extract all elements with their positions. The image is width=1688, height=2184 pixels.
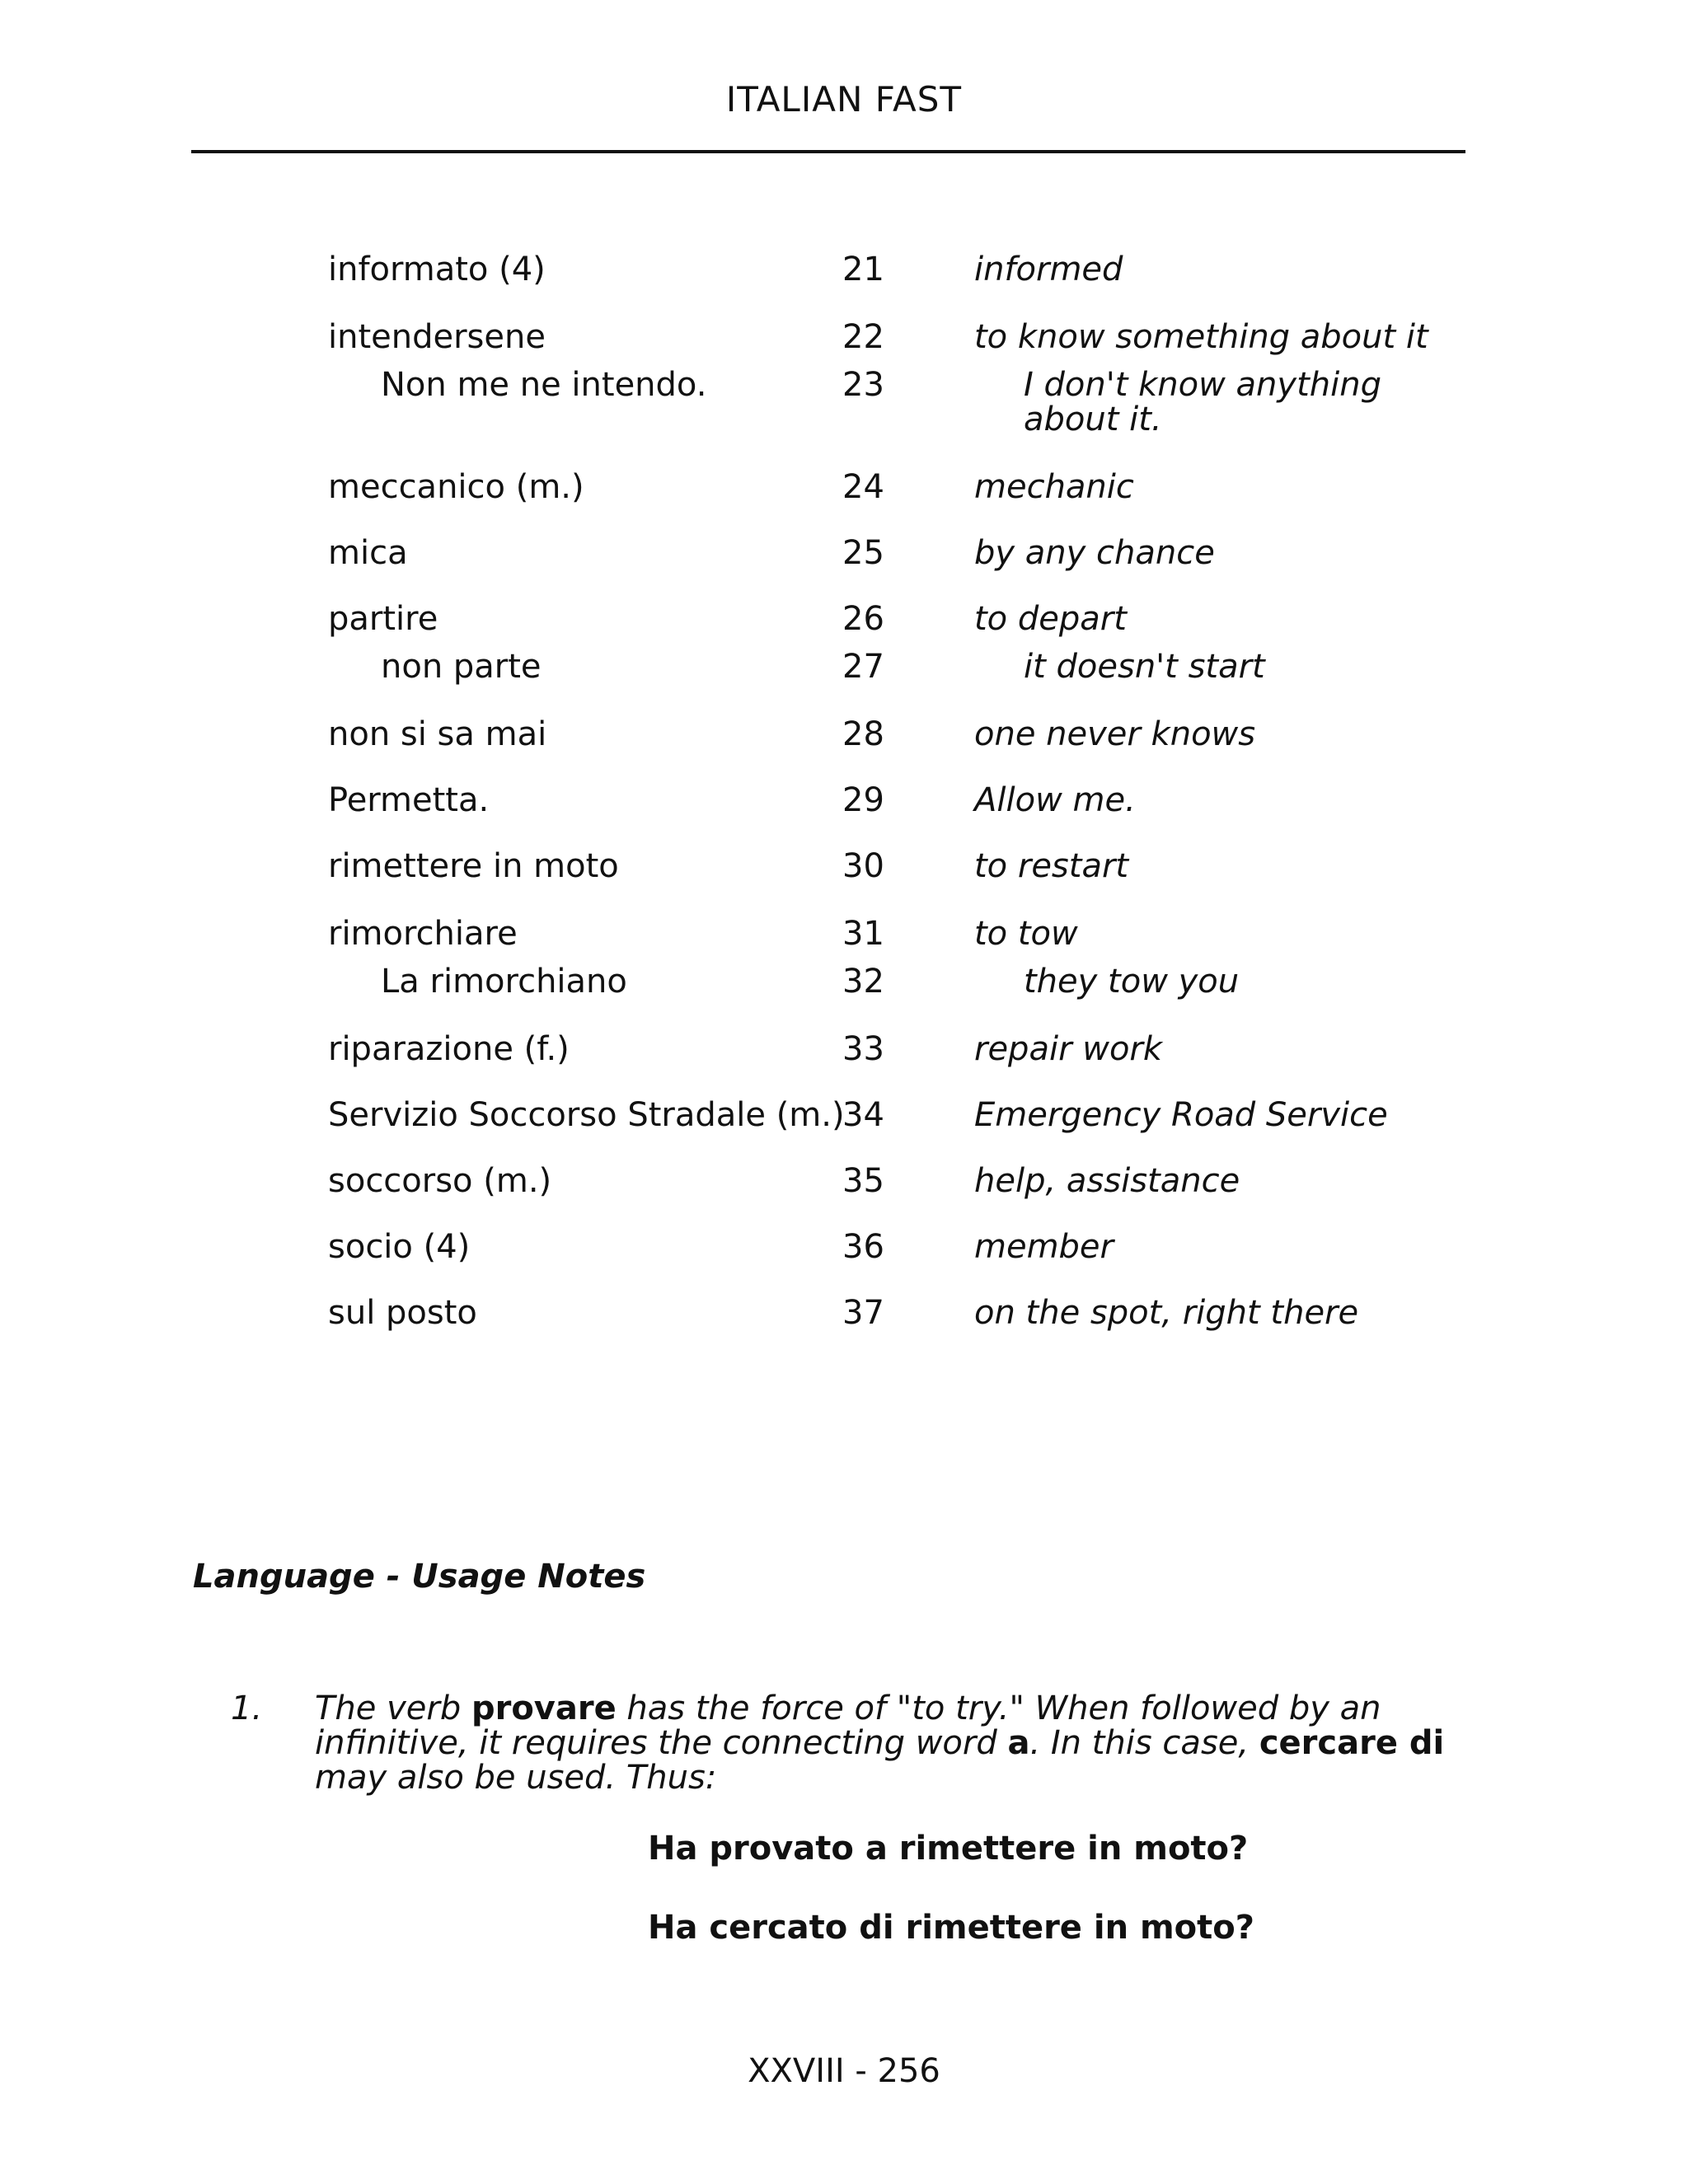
vocab-entry <box>0 598 1688 640</box>
english-translation: they tow you <box>1024 963 1240 1001</box>
line-number: 28 <box>842 715 884 753</box>
note-keyword: provare <box>471 1690 617 1727</box>
line-number: 27 <box>842 648 884 686</box>
italian-term: Permetta. <box>328 781 490 819</box>
italian-term: Non me ne intendo. <box>381 366 707 404</box>
vocab-entry <box>0 1094 1688 1136</box>
italian-term: socio (4) <box>328 1228 471 1266</box>
line-number: 33 <box>842 1030 884 1068</box>
italian-term: partire <box>328 600 438 638</box>
english-translation: mechanic <box>974 468 1134 506</box>
example-sentence: Ha cercato di rimettere in moto? <box>648 1909 1254 1947</box>
vocab-entry <box>0 780 1688 821</box>
english-translation: it doesn't start <box>1024 648 1265 686</box>
vocab-entry <box>0 532 1688 574</box>
note-text: has the force of "to try." When followed by an infinitive, it requires the connecting word <box>315 1690 1381 1762</box>
vocab-entry <box>0 846 1688 887</box>
english-translation: repair work <box>974 1030 1163 1068</box>
line-number: 22 <box>842 318 884 356</box>
english-translation: on the spot, right there <box>974 1294 1359 1332</box>
english-translation: I don't know anything about it. <box>1024 366 1381 438</box>
line-number: 37 <box>842 1294 884 1332</box>
english-translation: to tow <box>974 915 1078 953</box>
vocab-entry <box>0 316 1688 358</box>
italian-term: informato (4) <box>328 251 546 288</box>
line-number: 26 <box>842 600 884 638</box>
line-number: 23 <box>842 366 884 404</box>
english-translation: to know something about it <box>974 318 1428 356</box>
line-number: 32 <box>842 963 884 1001</box>
line-number: 29 <box>842 781 884 819</box>
note-number: 1. <box>231 1690 263 1727</box>
english-translation: help, assistance <box>974 1162 1240 1200</box>
note-text: The verb <box>315 1690 471 1727</box>
vocab-entry <box>0 913 1688 954</box>
english-translation: to depart <box>974 600 1127 638</box>
line-number: 21 <box>842 251 884 288</box>
italian-term: meccanico (m.) <box>328 468 584 506</box>
italian-term: sul posto <box>328 1294 477 1332</box>
vocab-entry <box>0 714 1688 755</box>
italian-term: rimettere in moto <box>328 847 619 885</box>
line-number: 31 <box>842 915 884 953</box>
note-keyword: cercare di <box>1259 1724 1445 1762</box>
italian-term: soccorso (m.) <box>328 1162 552 1200</box>
vocab-entry <box>0 1226 1688 1268</box>
vocab-entry <box>0 1292 1688 1333</box>
section-heading: Language - Usage Notes <box>193 1558 646 1596</box>
vocab-sub-entry <box>0 961 1688 1002</box>
italian-term: non si sa mai <box>328 715 547 753</box>
english-translation: informed <box>974 251 1123 288</box>
note-text: . In this case, <box>1029 1724 1259 1762</box>
english-translation: one never knows <box>974 715 1256 753</box>
english-translation: by any chance <box>974 534 1215 572</box>
english-translation: member <box>974 1228 1114 1266</box>
line-number: 34 <box>842 1096 884 1134</box>
line-number: 25 <box>842 534 884 572</box>
vocab-sub-entry <box>0 646 1688 687</box>
italian-term: La rimorchiano <box>381 963 627 1001</box>
italian-term: Servizio Soccorso Stradale (m.) <box>328 1096 845 1134</box>
italian-term: non parte <box>381 648 542 686</box>
line-number: 36 <box>842 1228 884 1266</box>
line-number: 35 <box>842 1162 884 1200</box>
english-translation: Allow me. <box>974 781 1136 819</box>
italian-term: riparazione (f.) <box>328 1030 570 1068</box>
english-translation: to restart <box>974 847 1129 885</box>
vocab-entry <box>0 466 1688 508</box>
vocab-entry <box>0 1160 1688 1202</box>
line-number: 24 <box>842 468 884 506</box>
note-text: may also be used. Thus: <box>315 1759 717 1797</box>
vocab-sub-entry <box>0 364 1688 438</box>
page-number: XXVIII - 256 <box>748 2052 940 2090</box>
italian-term: mica <box>328 534 408 572</box>
note-keyword: a <box>1007 1724 1030 1762</box>
page-title: ITALIAN FAST <box>725 79 963 120</box>
english-translation: Emergency Road Service <box>974 1096 1388 1134</box>
line-number: 30 <box>842 847 884 885</box>
italian-term: intendersene <box>328 318 546 356</box>
note-paragraph <box>315 1691 1497 1795</box>
vocab-entry <box>0 249 1688 290</box>
vocab-entry <box>0 1029 1688 1070</box>
example-sentence: Ha provato a rimettere in moto? <box>648 1830 1249 1868</box>
italian-term: rimorchiare <box>328 915 518 953</box>
